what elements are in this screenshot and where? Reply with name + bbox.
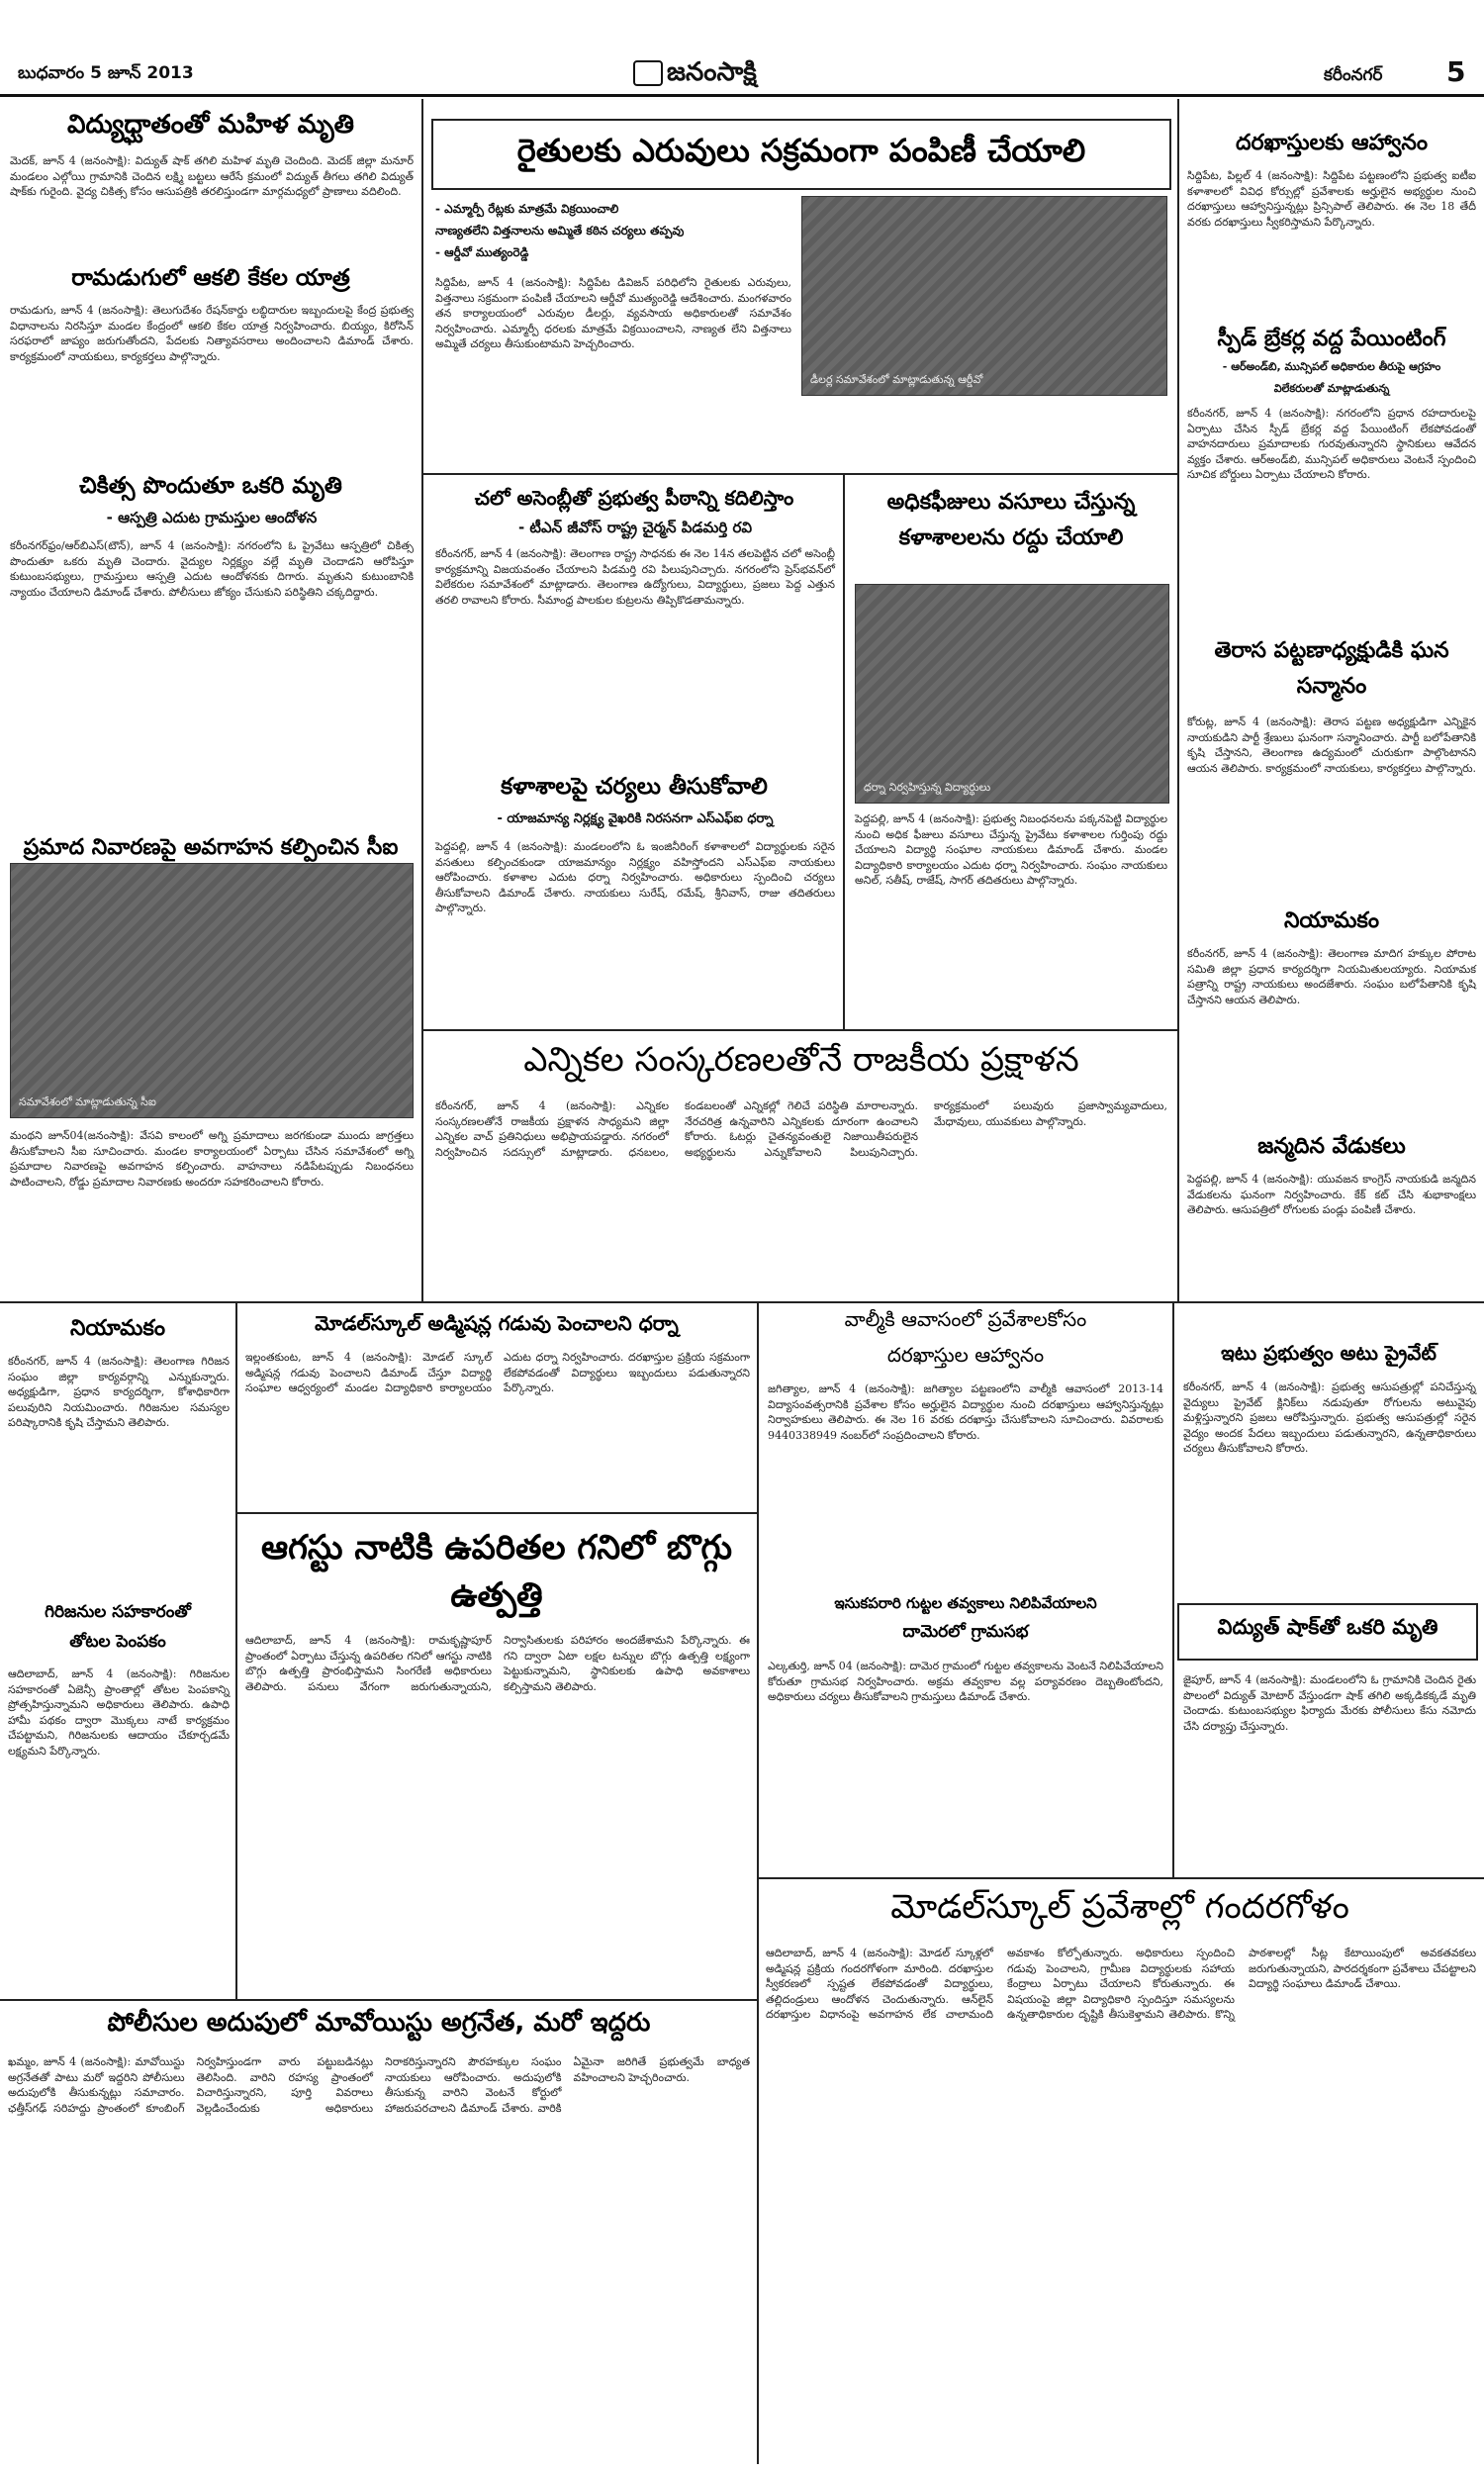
headline-electric-death: విద్యుధ్ఘాతంతో మహిళ మృతి bbox=[66, 110, 355, 140]
article-electric-death-body: మెదక్‌, జూన్‌ 4 (జనంసాక్షి): విద్యుత్‌ షాక్‌ తగిలి మహిళ మృతి చెందింది. మెదక్‌ జిల్లా మనూర్‌ మండలం ఎల్గోయి గ్రామానికి చెందిన లక్ష్మి బట్టలు ఆరేసే క్రమంలో విద్యుత్‌ తీగలు తగిలి విద్యుత్‌ షాక్‌కు గురైంది. వైద్య చికిత్స కోసం ఆసుపత్రికి తరలిస్తుండగా మార్గమధ్యలో ప్రాణాలు వదిలింది. bbox=[10, 154, 414, 198]
headline-valmiki: వాల్మీకి ఆవాసంలో ప్రవేశాలకోసం bbox=[844, 1307, 1087, 1331]
masthead-title: జనంసాక్షి bbox=[667, 57, 757, 87]
photo-caption: డీలర్ల సమావేశంలో మాట్లాడుతున్న ఆర్డీవో bbox=[810, 373, 983, 386]
subhead-college-action: - యాజమాన్య నిర్లక్ష్య వైఖరికి నిరసనగా ఎస్‌ఎఫ్‌ఐ ధర్నా bbox=[497, 811, 774, 826]
subhead-speed-breaker: - ఆర్‌అండ్‌బి, మున్సిపల్‌ అధికారుల తీరుపై ఆగ్రహం bbox=[1222, 360, 1441, 373]
article-valmiki-body: జగిత్యాల, జూన్‌ 4 (జనంసాక్షి): జగిత్యాల పట్టణంలోని వాల్మీకి ఆవాసంలో 2013-14 విద్యాసంవత్సరానికి ప్రవేశాల కోసం అర్హులైన విద్యార్థుల నుంచి దరఖాస్తులు ఆహ్వానిస్తున్నట్లు నిర్వాహకులు తెలిపారు. ఈ నెల 16 వరకు దరఖాస్తు చేసుకోవాలని సూచించారు. వివరాలకు 9440338949 నంబర్‌లో సంప్రదించాలని కోరారు. bbox=[768, 1382, 1163, 1442]
article-applications-body: సిద్దిపేట, పిల్లల్‌ 4 (జనంసాక్షి): సిద్దిపేట పట్టణంలోని ప్రభుత్వ ఐటీఐ కళాశాలలో వివిధ కోర్సుల్లో ప్రవేశాలకు అర్హులైన అభ్యర్థుల నుంచి దరఖాస్తులు ఆహ్వానిస్తున్నట్లు ప్రిన్సిపాల్‌ తెలిపారు. ఈ నెల 18 తేదీ వరకు దరఖాస్తులు స్వీకరిస్తామని పేర్కొన్నారు. bbox=[1187, 169, 1476, 229]
headline-speed-breaker: స్పీడ్‌ బ్రేకర్ల వద్ద పేయింటింగ్‌ bbox=[1217, 327, 1446, 351]
headline-chalo-assembly: చలో అసెంబ్లీతో ప్రభుత్వ పీఠాన్ని కదిలిస్తాం bbox=[474, 486, 794, 510]
article-appointment-right-body: కరీంనగర్‌, జూన్‌ 4 (జనంసాక్షి): తెలంగాణ మాదిగ హక్కుల పోరాట సమితి జిల్లా ప్రధాన కార్యదర్శిగా నియమితులయ్యారు. నియామక పత్రాన్ని రాష్ట్ర నాయకులు అందజేశారు. సంఘం బలోపేతానికి కృషి చేస్తానని ఆయన తెలిపారు. bbox=[1187, 947, 1476, 1006]
subhead-tribal: తోటల పెంపకం bbox=[69, 1632, 166, 1652]
subhead-treatment-death: - ఆస్పత్రి ఎదుట గ్రామస్తుల ఆందోళన bbox=[106, 509, 318, 526]
section-divider bbox=[757, 1877, 1484, 1879]
bullet-point: - ఎమ్మార్పీ రేట్లకు మాత్రమే విక్రయించాలి bbox=[435, 202, 619, 216]
farmers-bullets bbox=[435, 198, 791, 263]
column-divider bbox=[1177, 99, 1179, 1301]
article-ito-private-body: కరీంనగర్‌, జూన్‌ 4 (జనంసాక్షి): ప్రభుత్వ ఆసుపత్రుల్లో పనిచేస్తున్న వైద్యులు ప్రైవేట్‌ క్లినిక్‌లు నడుపుతూ రోగులను అటువైపు మళ్లిస్తున్నారని ప్రజలు ఆరోపిస్తున్నారు. ప్రభుత్వ ఆసుపత్రుల్లో సరైన వైద్యం అందక పేదలు ఇబ్బందులు పడుతున్నారని, ఉన్నతాధికారులు చర్యలు తీసుకోవాలని కోరారు. bbox=[1183, 1380, 1476, 1455]
article-coal-body: ఆదిలాబాద్‌, జూన్‌ 4 (జనంసాక్షి): రామకృష్ణాపూర్‌ ప్రాంతంలో ఏర్పాటు చేస్తున్న ఉపరితల గనిలో ఆగస్టు నాటికి బొగ్గు ఉత్పత్తి ప్రారంభిస్తామని సింగరేణి అధికారులు తెలిపారు. పనులు వేగంగా జరుగుతున్నాయని, నిర్వాసితులకు పరిహారం అందజేశామని పేర్కొన్నారు. ఈ గని ద్వారా ఏటా లక్షల టన్నుల బొగ్గు ఉత్పత్తి లక్ష్యంగా పెట్టుకున్నామని, స్థానికులకు ఉపాధి అవకాశాలు కల్పిస్తామని తెలిపారు. bbox=[245, 1634, 750, 1693]
subhead-gramsabha: దామెరలో గ్రామసభ bbox=[902, 1622, 1029, 1642]
article-model-school-dharna-body: ఇల్లంతకుంట, జూన్‌ 4 (జనంసాక్షి): మోడల్‌ స్కూల్‌ అడ్మిషన్ల గడువు పెంచాలని డిమాండ్‌ చేస్తూ విద్యార్థి సంఘాల ఆధ్వర్యంలో మండల విద్యాధికారి కార్యాలయం ఎదుట ధర్నా నిర్వహించారు. దరఖాస్తుల ప్రక్రియ సక్రమంగా లేకపోవడంతో విద్యార్థులు ఇబ్బందులు పడుతున్నారని పేర్కొన్నారు. bbox=[245, 1351, 750, 1394]
section-divider bbox=[423, 473, 1177, 475]
headline-election-reform: ఎన్నికల సంస్కరణలతోనే రాజకీయ ప్రక్షాళన bbox=[523, 1040, 1079, 1080]
subhead-valmiki: దరఖాస్తుల ఆహ్వానం bbox=[886, 1343, 1045, 1367]
headline-fees: అధికఫీజులు వసూలు చేస్తున్న కళాశాలలను రద్దు చేయాలి bbox=[886, 490, 1136, 550]
article-model-school-chaos-body: ఆదిలాబాద్‌, జూన్‌ 4 (జనంసాక్షి): మోడల్‌ స్కూళ్లలో అడ్మిషన్ల ప్రక్రియ గందరగోళంగా మారింది. దరఖాస్తుల స్వీకరణలో స్పష్టత లేకపోవడంతో విద్యార్థులు, తల్లిదండ్రులు ఆందోళన చెందుతున్నారు. ఆన్‌లైన్‌ దరఖాస్తుల విధానంపై అవగాహన లేక చాలామంది అవకాశం కోల్పోతున్నారు. అధికారులు స్పందించి గడువు పెంచాలని, గ్రామీణ విద్యార్థులకు సహాయ కేంద్రాలు ఏర్పాటు చేయాలని కోరుతున్నారు. ఈ విషయంపై జిల్లా విద్యాధికారి స్పందిస్తూ సమస్యలను ఉన్నతాధికారుల దృష్టికి తీసుకెళ్తామని తెలిపారు. కొన్ని పాఠశాలల్లో సీట్ల కేటాయింపులో అవకతవకలు జరుగుతున్నాయని, పారదర్శకంగా ప్రవేశాలు చేపట్టాలని విద్యార్థి సంఘాలు డిమాండ్‌ చేశాయి. bbox=[766, 1947, 1476, 2021]
headline-maoists: పోలీసుల అదుపులో మావోయిస్టు అగ్రనేత, మరో ఇద్దరు bbox=[107, 2008, 651, 2038]
header-date: బుధవారం 5 జూన్ 2013 bbox=[18, 63, 194, 83]
headline-college-action: కళాశాలపై చర్యలు తీసుకోవాలి bbox=[501, 774, 768, 800]
article-gramsabha-body: ఎల్కతుర్తి, జూన్‌ 04 (జనంసాక్షి): దామెర గ్రామంలో గుట్టల తవ్వకాలను వెంటనే నిలిపివేయాలని కోరుతూ గ్రామసభ నిర్వహించారు. అక్రమ తవ్వకాల వల్ల పర్యావరణం దెబ్బతింటోందని, అధికారులు చర్యలు తీసుకోవాలని గ్రామస్తులు డిమాండ్‌ చేశారు. bbox=[768, 1660, 1163, 1703]
column-divider bbox=[235, 1303, 237, 1999]
article-farmers-body: సిద్దిపేట, జూన్‌ 4 (జనంసాక్షి): సిద్దిపేట డివిజన్‌ పరిధిలోని రైతులకు ఎరువులు, విత్తనాలు సక్రమంగా పంపిణీ చేయాలని ఆర్డీవో ముత్యంరెడ్డి ఆదేశించారు. మంగళవారం తన కార్యాలయంలో ఎరువుల డీలర్లు, వ్యవసాయ అధికారులతో సమావేశం నిర్వహించారు. ఎమ్మార్పీ ధరలకు మాత్రమే విక్రయించాలని, నాణ్యత లేని విత్తనాలు అమ్మితే చర్యలు తీసుకుంటామని హెచ్చరించారు. bbox=[435, 276, 791, 350]
photo-rdo-meeting bbox=[801, 196, 1167, 396]
headline-appointment-left: నియామకం bbox=[69, 1316, 166, 1341]
masthead-logo bbox=[633, 57, 757, 93]
bullet-point: - ఆర్డీవో ముత్యంరెడ్డి bbox=[435, 245, 529, 259]
section-divider bbox=[0, 1999, 757, 2001]
article-college-action-body: పెద్దపల్లి, జూన్‌ 4 (జనంసాక్షి): మండలంలోని ఓ ఇంజినీరింగ్‌ కళాశాలలో విద్యార్థులకు సరైన వసతులు కల్పించకుండా యాజమాన్యం నిర్లక్ష్యం వహిస్తోందని ఎస్‌ఎఫ్‌ఐ నాయకులు ఆరోపించారు. కళాశాల ఎదుట ధర్నా నిర్వహించారు. అధికారులు స్పందించి చర్యలు తీసుకోవాలని డిమాండ్‌ చేశారు. నాయకులు సురేష్‌, రమేష్‌, శ్రీనివాస్‌, రాజు తదితరులు పాల్గొన్నారు. bbox=[435, 840, 835, 914]
section-divider bbox=[423, 1029, 1177, 1031]
column-divider bbox=[757, 1303, 759, 2464]
headline-ramadugu: రామడుగులో ఆకలి కేకల యాత్ర bbox=[71, 265, 350, 291]
headline-gramsabha: ఇసుకపరారి గుట్టల తవ్వకాలు నిలిపివేయాలని bbox=[834, 1594, 1097, 1612]
header-edition: కరీంనగర్ bbox=[1324, 65, 1383, 85]
column-divider bbox=[843, 475, 845, 1029]
section-divider bbox=[0, 1301, 1484, 1303]
headline-tribal: గిరిజనుల సహకారంతో bbox=[45, 1602, 191, 1622]
page-header bbox=[0, 0, 1484, 99]
page-number: 5 bbox=[1446, 55, 1466, 88]
subhead-chalo-assembly: - టీఎన్‌ జీవోస్‌ రాష్ట్ర చైర్మన్‌ పిడమర్తి రవి bbox=[517, 519, 753, 536]
article-election-reform-body: కరీంనగర్‌, జూన్‌ 4 (జనంసాక్షి): ఎన్నికల సంస్కరణలతోనే రాజకీయ ప్రక్షాళన సాధ్యమని జిల్లా ఎన్నికల వాచ్‌ ప్రతినిధులు అభిప్రాయపడ్డారు. నగరంలో నిర్వహించిన సదస్సులో మాట్లాడారు. ధనబలం, కండబలంతో ఎన్నికల్లో గెలిచే పరిస్థితి మారాలన్నారు. నేరచరిత్ర ఉన్నవారిని ఎన్నికలకు దూరంగా ఉంచాలని కోరారు. ఓటర్లు చైతన్యవంతులై నిజాయితీపరులైన అభ్యర్థులను ఎన్నుకోవాలని పిలుపునిచ్చారు. కార్యక్రమంలో పలువురు ప్రజాస్వామ్యవాదులు, మేధావులు, యువకులు పాల్గొన్నారు. bbox=[435, 1099, 1167, 1159]
article-appointment-left-body: కరీంనగర్‌, జూన్‌ 4 (జనంసాక్షి): తెలంగాణ గిరిజన సంఘం జిల్లా కార్యవర్గాన్ని ఎన్నుకున్నారు. అధ్యక్షుడిగా, ప్రధాన కార్యదర్శిగా, కోశాధికారిగా పలువురిని నియమించారు. గిరిజనుల సమస్యల పరిష్కారానికి కృషి చేస్తామని తెలిపారు. bbox=[8, 1355, 230, 1429]
article-speed-breaker-body: కరీంనగర్‌, జూన్‌ 4 (జనంసాక్షి): నగరంలోని ప్రధాన రహదారులపై ఏర్పాటు చేసిన స్పీడ్‌ బ్రేకర్ల వద్ద పేయింటింగ్‌ లేకపోవడంతో వాహనదారులు ప్రమాదాలకు గురవుతున్నారని స్థానికులు ఆవేదన వ్యక్తం చేశారు. ఆర్‌అండ్‌బి, మున్సిపల్‌ అధికారులు వెంటనే స్పందించి సూచిక బోర్డులు ఏర్పాటు చేయాలని కోరారు. bbox=[1187, 407, 1476, 481]
subhead-speed-breaker-2: విలేకరులతో మాట్లాడుతున్న bbox=[1273, 382, 1390, 395]
photo-ci-meeting bbox=[10, 863, 414, 1118]
section-divider bbox=[237, 1512, 757, 1514]
headline-fire-awareness: ప్రమాద నివారణపై అవగాహన కల్పించిన సీఐ bbox=[23, 835, 399, 860]
bullet-point: నాణ్యతలేని విత్తనాలను అమ్మితే కఠిన చర్యలు తప్పవు bbox=[435, 224, 685, 238]
article-ramadugu-body: రామడుగు, జూన్‌ 4 (జనంసాక్షి): తెలుగుదేశం రేషన్‌కార్డు లబ్ధిదారుల ఇబ్బందులపై కేంద్ర ప్రభుత్వ విధానాలను నిరసిస్తూ మండల కేంద్రంలో ఆకలి కేకల యాత్ర నిర్వహించారు. బియ్యం, కిరోసిన్‌ సరఫరాలో జాప్యం జరుగుతోందని, పేదలకు నిత్యావసరాలు అందించాలని డిమాండ్‌ చేశారు. కార్యక్రమంలో నాయకులు, కార్యకర్తలు పాల్గొన్నారు. bbox=[10, 304, 414, 363]
headline-farmers: రైతులకు ఎరువులు సక్రమంగా పంపిణీ చేయాలి bbox=[516, 132, 1086, 169]
headline-appointment-right: నియామకం bbox=[1283, 908, 1380, 933]
headline-treatment-death: చికిత్స పొందుతూ ఒకరి మృతి bbox=[79, 473, 342, 499]
headline-model-school-chaos: మోడల్‌స్కూల్‌ ప్రవేశాల్లో గందరగోళం bbox=[890, 1887, 1349, 1927]
photo-caption: ధర్నా నిర్వహిస్తున్న విద్యార్థులు bbox=[864, 781, 991, 794]
headline-coal: ఆగస్టు నాటికి ఉపరితల గనిలో బొగ్గు ఉత్పత్తి bbox=[260, 1528, 733, 1615]
column-divider bbox=[421, 99, 423, 1301]
article-maoists-body: ఖమ్మం, జూన్‌ 4 (జనంసాక్షి): మావోయిస్టు అగ్రనేతతో పాటు మరో ఇద్దరిని పోలీసులు అదుపులోకి తీసుకున్నట్లు సమాచారం. ఛత్తీస్‌గఢ్‌ సరిహద్దు ప్రాంతంలో కూంబింగ్‌ నిర్వహిస్తుండగా వారు పట్టుబడినట్లు తెలిసింది. వారిని రహస్య ప్రాంతంలో విచారిస్తున్నారని, పూర్తి వివరాలు వెల్లడించేందుకు అధికారులు నిరాకరిస్తున్నారని పౌరహక్కుల సంఘం నాయకులు ఆరోపించారు. అదుపులోకి తీసుకున్న వారిని వెంటనే కోర్టులో హాజరుపరచాలని డిమాండ్‌ చేశారు. వారికి ఏమైనా జరిగితే ప్రభుత్వమే బాధ్యత వహించాలని హెచ్చరించారు. bbox=[8, 2055, 750, 2115]
article-fees-body: పెద్దపల్లి, జూన్‌ 4 (జనంసాక్షి): ప్రభుత్వ నిబంధనలను పక్కనపెట్టి విద్యార్థుల నుంచి అధిక ఫీజులు వసూలు చేస్తున్న ప్రైవేటు కళాశాలల గుర్తింపు రద్దు చేయాలని విద్యార్థి సంఘాల నాయకులు డిమాండ్‌ చేశారు. మండల విద్యాధికారి కార్యాలయం ఎదుట ధర్నా నిర్వహించారు. సంఘం నాయకులు అనిల్‌, సతీష్‌, రాజేష్‌, సాగర్‌ తదితరులు పాల్గొన్నారు. bbox=[855, 812, 1167, 887]
column-divider bbox=[1172, 1303, 1174, 1877]
masthead-emblem-icon bbox=[633, 60, 663, 86]
headline-model-school-dharna: మోడల్‌స్కూల్‌ అడ్మిషన్ల గడువు పెంచాలని ధర్నా bbox=[315, 1311, 679, 1335]
headline-ito-private: ఇటు ప్రభుత్వం అటు ప్రైవేట్‌ bbox=[1221, 1341, 1437, 1365]
article-celebrations-body: పెద్దపల్లి, జూన్‌ 4 (జనంసాక్షి): యువజన కాంగ్రెస్‌ నాయకుడి జన్మదిన వేడుకలను ఘనంగా నిర్వహించారు. కేక్‌ కట్‌ చేసి శుభాకాంక్షలు తెలిపారు. ఆసుపత్రిలో రోగులకు పండ్లు పంపిణీ చేశారు. bbox=[1187, 1173, 1476, 1216]
headline-celebrations: జన్మదిన వేడుకలు bbox=[1257, 1134, 1406, 1159]
photo-caption: సమావేశంలో మాట్లాడుతున్న సీఐ bbox=[19, 1095, 156, 1108]
article-trs-honour-body: కోరుట్ల, జూన్‌ 4 (జనంసాక్షి): తెరాస పట్టణ అధ్యక్షుడిగా ఎన్నికైన నాయకుడిని పార్టీ శ్రేణులు ఘనంగా సన్మానించారు. పార్టీ బలోపేతానికి కృషి చేస్తానని, తెలంగాణ ఉద్యమంలో చురుకుగా పాల్గొంటానని ఆయన తెలిపారు. కార్యక్రమంలో నాయకులు, కార్యకర్తలు పాల్గొన్నారు. bbox=[1187, 715, 1476, 775]
article-treatment-death-body: కరీంనగర్‌ఫ్రం/ఆర్‌బిఎస్‌(టౌన్‌), జూన్‌ 4 (జనంసాక్షి): నగరంలోని ఓ ప్రైవేటు ఆస్పత్రిలో చికిత్స పొందుతూ ఒకరు మృతి చెందారు. వైద్యుల నిర్లక్ష్యం వల్లే మృతి చెందాడని ఆరోపిస్తూ కుటుంబసభ్యులు, గ్రామస్తులు ఆస్పత్రి ఎదుట ఆందోళనకు దిగారు. మృతుని కుటుంబానికి న్యాయం చేయాలని డిమాండ్‌ చేశారు. పోలీసులు జోక్యం చేసుకుని పరిస్థితిని చక్కదిద్దారు. bbox=[10, 539, 414, 599]
headline-applications: దరఖాస్తులకు ఆహ్వానం bbox=[1236, 131, 1428, 155]
headline-shock-death: విద్యుత్‌ షాక్‌తో ఒకరి మృతి bbox=[1217, 1615, 1438, 1639]
article-shock-death-body: జైపూర్‌, జూన్‌ 4 (జనంసాక్షి): మండలంలోని ఓ గ్రామానికి చెందిన రైతు పొలంలో విద్యుత్‌ మోటార్‌ వేస్తుండగా షాక్‌ తగిలి అక్కడికక్కడే మృతి చెందాడు. కుటుంబసభ్యుల ఫిర్యాదు మేరకు పోలీసులు కేసు నమోదు చేసి దర్యాప్తు చేస్తున్నారు. bbox=[1183, 1673, 1476, 1733]
article-fire-awareness-body: మంథని జూన్‌04(జనంసాక్షి): వేసవి కాలంలో అగ్ని ప్రమాదాలు జరగకుండా ముందు జాగ్రత్తలు తీసుకోవాలని సీఐ సూచించారు. మండల కార్యాలయంలో ఏర్పాటు చేసిన సమావేశంలో అగ్ని ప్రమాదాల నివారణపై అవగాహన కల్పించారు. వాహనాలు నడిపేటప్పుడు నిబంధనలు పాటించాలని, రోడ్డు ప్రమాదాల నివారణకు అందరూ సహకరించాలని కోరారు. bbox=[10, 1129, 414, 1189]
article-chalo-assembly-body: కరీంనగర్‌, జూన్‌ 4 (జనంసాక్షి): తెలంగాణ రాష్ట్ర సాధనకు ఈ నెల 14న తలపెట్టిన చలో అసెంబ్లీ కార్యక్రమాన్ని విజయవంతం చేయాలని పిడమర్తి రవి పిలుపునిచ్చారు. నగరంలోని ప్రెస్‌భవన్‌లో విలేకరుల సమావేశంలో మాట్లాడారు. తెలంగాణ ఉద్యోగులు, విద్యార్థులు, ప్రజలు పెద్ద ఎత్తున తరలి రావాలని కోరారు. సీమాంధ్ర పాలకుల కుట్రలను తిప్పికొడతామన్నారు. bbox=[435, 547, 835, 607]
photo-students-dharna bbox=[855, 584, 1169, 804]
article-tribal-body: ఆదిలాబాద్‌, జూన్‌ 4 (జనంసాక్షి): గిరిజనుల సహకారంతో ఏజెన్సీ ప్రాంతాల్లో తోటల పెంపకాన్ని ప్రోత్సహిస్తున్నామని అధికారులు తెలిపారు. ఉపాధి హామీ పథకం ద్వారా మొక్కలు నాటే కార్యక్రమం చేపట్టామని, గిరిజనులకు ఆదాయం చేకూర్చడమే లక్ష్యమని పేర్కొన్నారు. bbox=[8, 1667, 230, 1758]
header-rule bbox=[0, 94, 1484, 97]
headline-trs-honour: తెరాస పట్టణాధ్యక్షుడికి ఘన సన్మానం bbox=[1214, 638, 1449, 699]
